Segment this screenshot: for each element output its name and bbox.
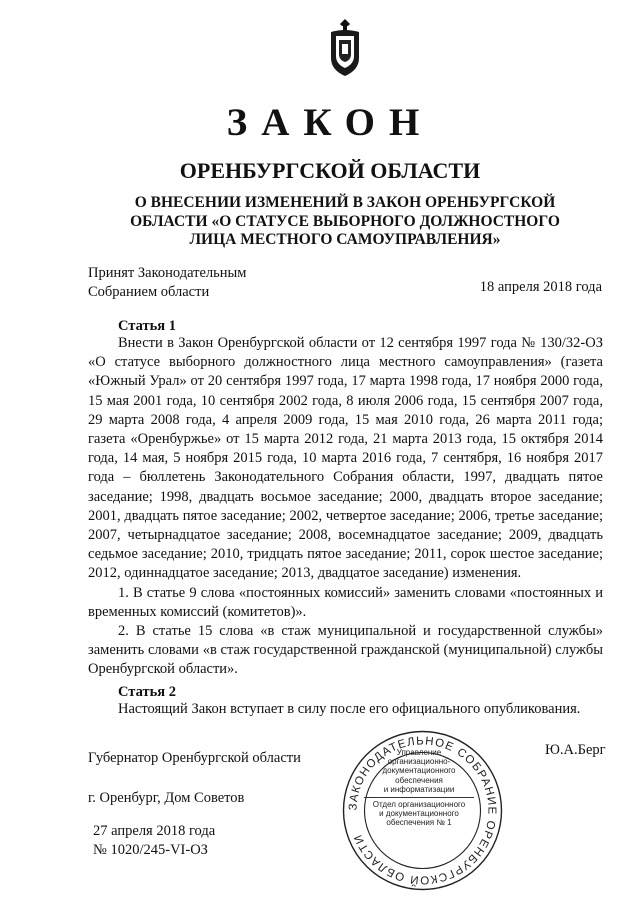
article-1-item: 2. В статье 15 слова «в стаж муниципальной и государственной службы» заменить словами «в стаж государственной гражданской (муниципальной) службы Оренбургской области». [88,623,603,678]
subtitle-line: ЛИЦА МЕСТНОГО САМОУПРАВЛЕНИЯ» [189,231,501,248]
stamp-line: организационно- [387,757,451,767]
signing-date: 27 апреля 2018 года [93,823,216,839]
subtitle-line: О ВНЕСЕНИИ ИЗМЕНЕНИЙ В ЗАКОН ОРЕНБУРГСКОЙ [134,194,556,211]
stamp-line: Отдел организационного [372,800,466,810]
subtitle-line: ОБЛАСТИ «О СТАТУСЕ ВЫБОРНОГО ДОЛЖНОСТНОГО [130,212,560,230]
adopted-line: Принят Законодательным [88,265,247,281]
stamp-ring-text: ЗАКОНОДАТЕЛЬНОЕ СОБРАНИЕ ОРЕНБУРГСКОЙ ОБЛАСТИ [347,735,498,886]
adopted-line: Собранием области [88,284,210,300]
document-subtitle [120,194,570,250]
governor-title: Губернатор Оренбургской области [88,750,301,766]
document-title: ЗАКОН [226,101,434,144]
article-2-body [88,700,603,719]
stamp-line: и документационного [379,809,459,819]
stamp-line: Управление [396,748,442,757]
signing-place: г. Оренбург, Дом Советов [88,790,245,806]
signing-info [93,822,215,860]
stamp-line: и информатизации [383,784,455,794]
stamp-divider [364,797,474,798]
article-1-intro: Внести в Закон Оренбургской области от 12 сентября 1997 года № 130/32-ОЗ «О статусе выборного должностного лица местного самоуправления» (газета «Южный Урал» от 20 сентября 1997 года, 17 марта 1998 года, 17 ноября 2000 года, 15 мая 2001 года, 10 сентября 2002 года, 8 июля 2006 года, 15 сентября 2007 года, 29 марта 2008 года, 4 апреля 2009 года, 15 мая 2010 года, 26 марта 2011 года; газета «Оренбуржье» от 15 марта 2012 года, 21 марта 2013 года, 15 октября 2014 года, 14 мая, 5 ноября 2015 года, 10 марта 2016 года, 7 сентября, 16 ноября 2017 года – бюллетень Законодательного Собрания области, 1997, двадцать пятое заседание; 1998, двадцать восьмое заседание; 2000, двадцать второе заседание; 2001, двадцать пятое заседание; 2002, четвертое заседание; 2006, третье заседание; 2007, четырнадцатое заседание; 2008, восемнадцатое заседание; 2009, двадцать седьмое заседание; 2010, тридцать пятое заседание; 2011, сорок шестое заседание; 2012, одиннадцатое заседание; 2013, двадцатое заседание) изменения. [88,335,603,582]
article-1-item: 1. В статье 9 слова «постоянных комиссий» заменить словами «постоянных и временных комиссий (комитетов)». [88,584,603,620]
stamp-line: обеспечения [395,775,443,785]
document-region: ОРЕНБУРГСКОЙ ОБЛАСТИ [179,158,481,183]
stamp-line: обеспечения № 1 [386,818,452,828]
article-2-heading: Статья 2 [118,684,176,700]
governor-name: Ю.А.Берг [545,742,606,758]
article-2-text: Настоящий Закон вступает в силу после его официального опубликования. [118,701,581,717]
adoption-date: 18 апреля 2018 года [479,279,602,295]
stamp-inner-text [360,748,478,828]
article-1-body [88,334,603,680]
article-1-heading: Статья 1 [118,318,176,334]
stamp-line: документационного [382,766,456,776]
adoption-block [88,264,388,302]
law-number: № 1020/245-VI-ОЗ [93,842,208,858]
coat-of-arms-icon [328,18,362,80]
